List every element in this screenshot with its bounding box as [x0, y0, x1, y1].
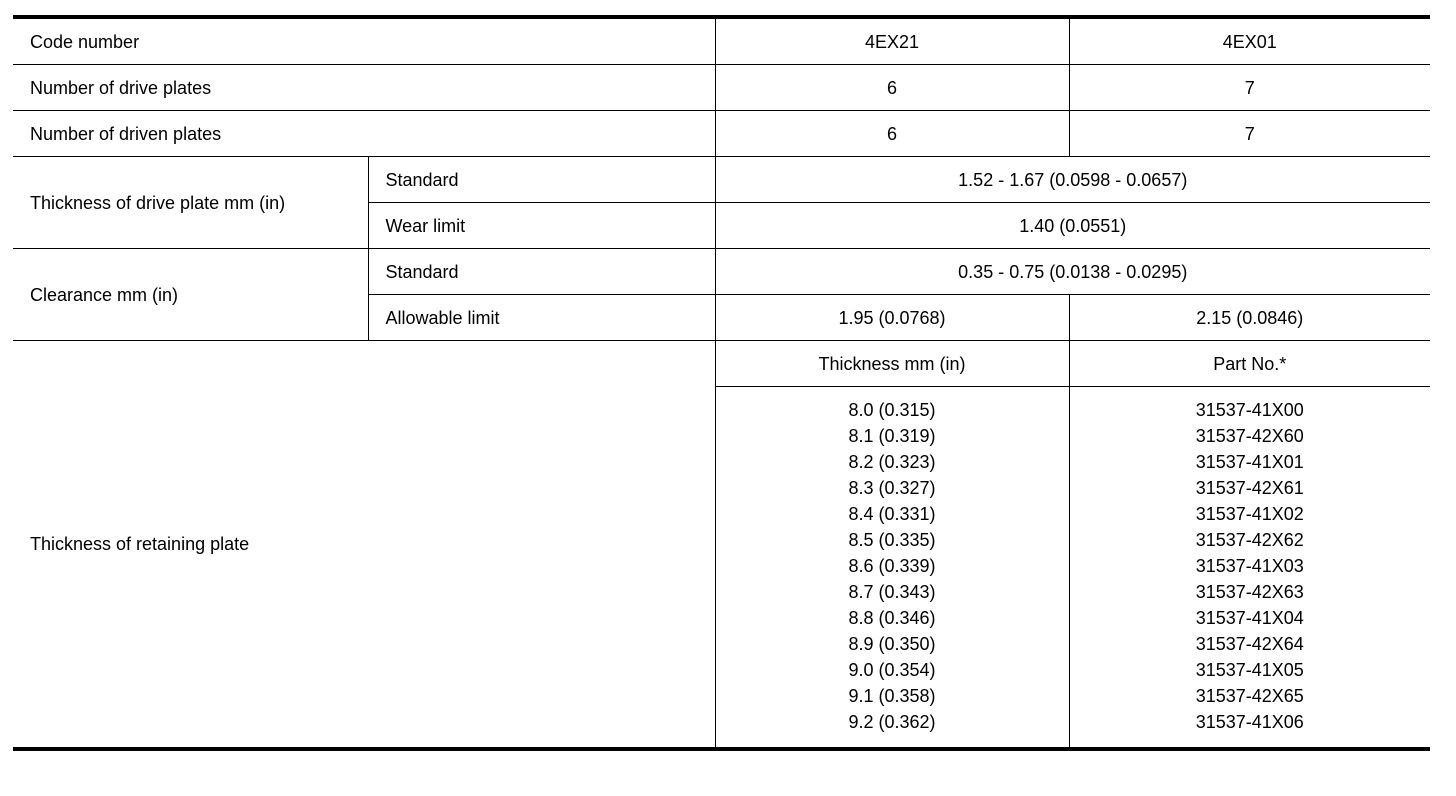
row-driven-plates: [13, 111, 1430, 157]
part-number-value: 31537-41X00: [1195, 400, 1304, 420]
drive-thickness-standard-label: Standard: [368, 157, 715, 203]
thickness-list: [715, 387, 1069, 750]
driven-plates-label: Number of driven plates: [13, 111, 715, 157]
drive-thickness-wear-label: Wear limit: [368, 203, 715, 249]
thickness-column-header: Thickness mm (in): [715, 341, 1069, 387]
clearance-standard-label: Standard: [368, 249, 715, 295]
code-number-label: Code number: [13, 17, 715, 65]
row-code-number: [13, 17, 1430, 65]
part-number-value: 31537-41X06: [1195, 712, 1304, 732]
thickness-value: 9.0 (0.354): [848, 660, 936, 680]
clearance-standard-value: 0.35 - 0.75 (0.0138 - 0.0295): [715, 249, 1430, 295]
part-number-value: 31537-42X61: [1195, 478, 1304, 498]
driven-plates-4ex01: 7: [1069, 111, 1430, 157]
part-number-value: 31537-41X04: [1195, 608, 1304, 628]
clearance-allowable-label: Allowable limit: [368, 295, 715, 341]
thickness-value: 8.0 (0.315): [848, 400, 936, 420]
driven-plates-4ex21: 6: [715, 111, 1069, 157]
thickness-value: 8.3 (0.327): [848, 478, 936, 498]
thickness-value: 8.9 (0.350): [848, 634, 936, 654]
part-number-value: 31537-41X03: [1195, 556, 1304, 576]
part-number-value: 31537-42X65: [1195, 686, 1304, 706]
thickness-value: 8.6 (0.339): [848, 556, 936, 576]
part-number-value: 31537-41X05: [1195, 660, 1304, 680]
thickness-value: 8.4 (0.331): [848, 504, 936, 524]
row-drive-thickness-standard: [13, 157, 1430, 203]
drive-thickness-standard-value: 1.52 - 1.67 (0.0598 - 0.0657): [715, 157, 1430, 203]
part-number-column-header: Part No.*: [1069, 341, 1430, 387]
row-drive-plates: [13, 65, 1430, 111]
thickness-value: 8.5 (0.335): [848, 530, 936, 550]
clearance-allowable-4ex21: 1.95 (0.0768): [715, 295, 1069, 341]
drive-thickness-wear-value: 1.40 (0.0551): [715, 203, 1430, 249]
code-4ex21: 4EX21: [715, 17, 1069, 65]
part-number-value: 31537-42X64: [1195, 634, 1304, 654]
part-number-value: 31537-42X62: [1195, 530, 1304, 550]
row-retaining-header: [13, 341, 1430, 387]
drive-plates-4ex01: 7: [1069, 65, 1430, 111]
thickness-value: 9.2 (0.362): [848, 712, 936, 732]
spec-table: [13, 15, 1430, 751]
thickness-value: 8.8 (0.346): [848, 608, 936, 628]
drive-plates-label: Number of drive plates: [13, 65, 715, 111]
drive-plates-4ex21: 6: [715, 65, 1069, 111]
part-number-value: 31537-41X01: [1195, 452, 1304, 472]
thickness-value: 9.1 (0.358): [848, 686, 936, 706]
retaining-plate-label: Thickness of retaining plate: [13, 341, 715, 750]
clearance-allowable-4ex01: 2.15 (0.0846): [1069, 295, 1430, 341]
part-number-list: [1069, 387, 1430, 750]
part-number-value: 31537-42X63: [1195, 582, 1304, 602]
clearance-label: Clearance mm (in): [13, 249, 368, 341]
thickness-value: 8.1 (0.319): [848, 426, 936, 446]
row-clearance-standard: [13, 249, 1430, 295]
code-4ex01: 4EX01: [1069, 17, 1430, 65]
part-number-value: 31537-41X02: [1195, 504, 1304, 524]
thickness-value: 8.7 (0.343): [848, 582, 936, 602]
drive-thickness-label: Thickness of drive plate mm (in): [13, 157, 368, 249]
thickness-value: 8.2 (0.323): [848, 452, 936, 472]
part-number-value: 31537-42X60: [1195, 426, 1304, 446]
